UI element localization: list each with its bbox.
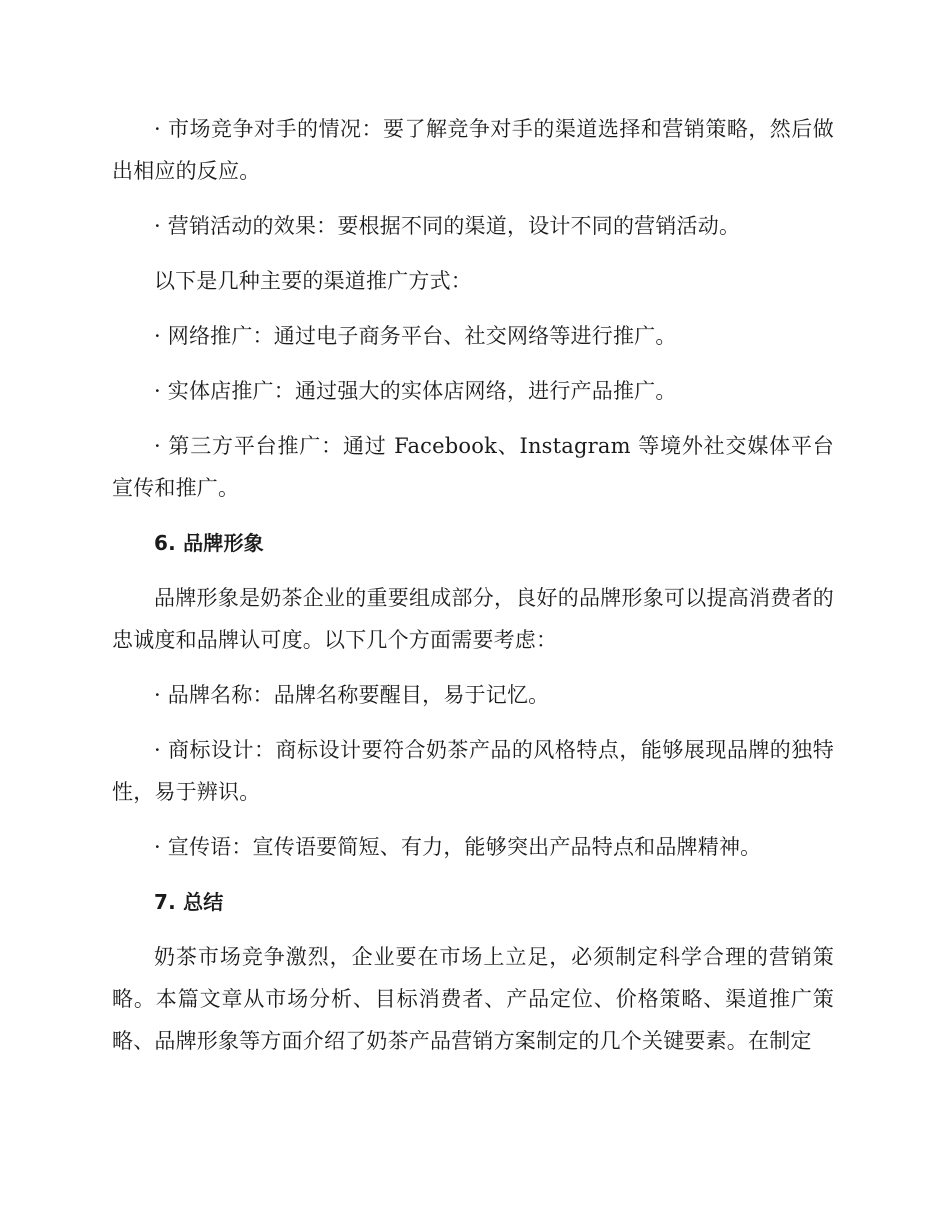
section-heading-brand-image: 6. 品牌形象 <box>154 531 264 555</box>
bullet-campaign-effect: · 营销活动的效果：要根据不同的渠道，设计不同的营销活动。 <box>154 214 741 238</box>
bullet-slogan: · 宣传语：宣传语要简短、有力，能够突出产品特点和品牌精神。 <box>154 835 762 859</box>
bullet-online-promotion: · 网络推广：通过电子商务平台、社交网络等进行推广。 <box>154 324 677 348</box>
summary-paragraph: 奶茶市场竞争激烈，企业要在市场上立足，必须制定科学合理的营销策略。本篇文章从市场分析、目标消费者、产品定位、价格策略、渠道推广策略、品牌形象等方面介绍了奶茶产品营销方案制定的几个关键要素。在制定 <box>112 945 834 1053</box>
section-heading-summary: 7. 总结 <box>154 890 224 914</box>
bullet-store-promotion: · 实体店推广：通过强大的实体店网络，进行产品推广。 <box>154 379 677 403</box>
document-body <box>112 108 834 1075</box>
bullet-logo-design: · 商标设计：商标设计要符合奶茶产品的风格特点，能够展现品牌的独特性，易于辨识。 <box>112 738 834 804</box>
bullet-third-party-promotion: · 第三方平台推广：通过 Facebook、Instagram 等境外社交媒体平台宣传和推广。 <box>112 434 834 500</box>
channel-intro: 以下是几种主要的渠道推广方式： <box>154 269 472 293</box>
bullet-brand-name: · 品牌名称：品牌名称要醒目，易于记忆。 <box>154 683 550 707</box>
brand-image-intro: 品牌形象是奶茶企业的重要组成部分，良好的品牌形象可以提高消费者的忠诚度和品牌认可度。以下几个方面需要考虑： <box>112 586 834 652</box>
bullet-competitors: · 市场竞争对手的情况：要了解竞争对手的渠道选择和营销策略，然后做出相应的反应。 <box>112 117 834 183</box>
